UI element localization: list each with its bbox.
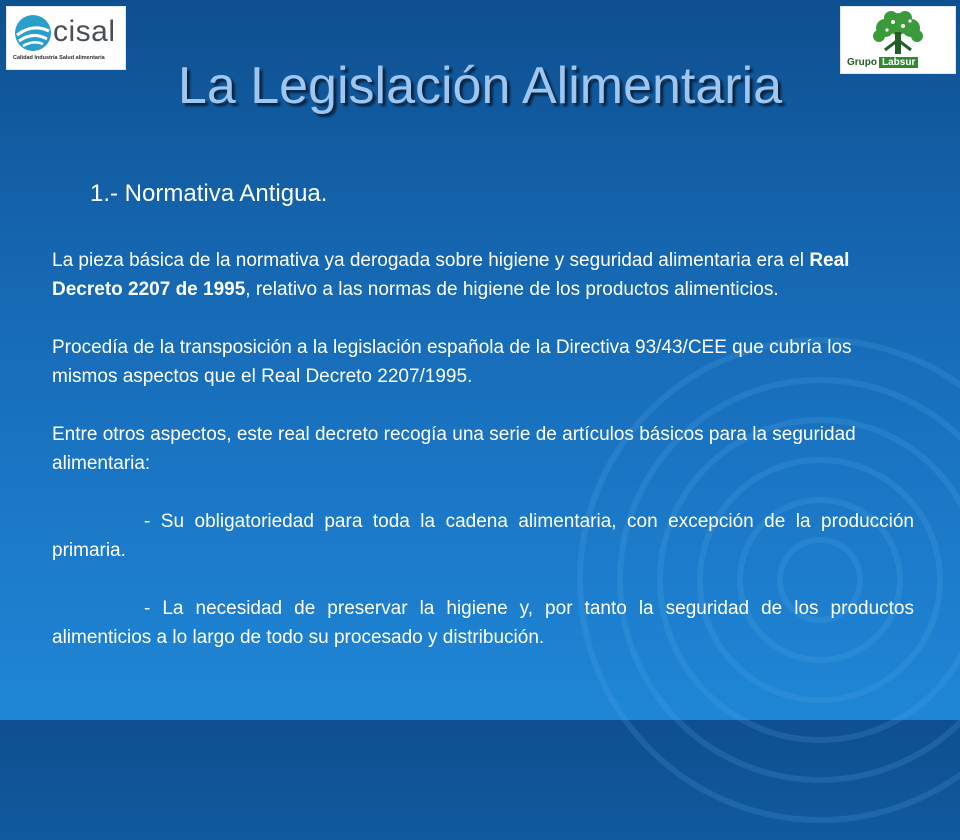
content-body xyxy=(52,246,914,652)
paragraph-1 xyxy=(52,246,914,304)
section-heading: 1.- Normativa Antigua. xyxy=(90,180,328,207)
bullet-item-1 xyxy=(52,507,914,565)
cisal-logo-name: cisal xyxy=(53,15,116,48)
cisal-swirl-icon xyxy=(13,13,53,53)
bullet-item-2 xyxy=(52,594,914,652)
bullet-item-1-text: - Su obligatoriedad para toda la cadena alimentaria, con excepción de la producción primaria. xyxy=(52,511,914,561)
paragraph-3: Entre otros aspectos, este real decreto recogía una serie de artículos básicos para la seguridad alimentaria: xyxy=(52,424,856,474)
paragraph-1-end: , relativo a las normas de higiene de los productos alimenticios. xyxy=(245,279,779,300)
cisal-logo-tagline: Calidad Industria Salud alimentaria xyxy=(13,55,105,61)
tree-icon xyxy=(863,10,933,56)
bullet-item-2-text: - La necesidad de preservar la higiene y, por tanto la seguridad de los productos alimenticios a lo largo de todo su procesado y distribución. xyxy=(52,598,914,648)
paragraph-1-bold: Real Decreto 2207 de 1995 xyxy=(52,250,850,300)
grupo-label: Grupo xyxy=(847,57,877,68)
paragraph-2: Procedía de la transposición a la legislación española de la Directiva 93/43/CEE que cubría los mismos aspectos que el Real Decreto 2207/1995. xyxy=(52,337,852,387)
page-title: La Legislación Alimentaria xyxy=(177,57,783,115)
paragraph-1-start: La pieza básica de la normativa ya derogada sobre higiene y seguridad alimentaria era el xyxy=(52,250,810,271)
labsur-label: Labsur xyxy=(879,57,918,68)
